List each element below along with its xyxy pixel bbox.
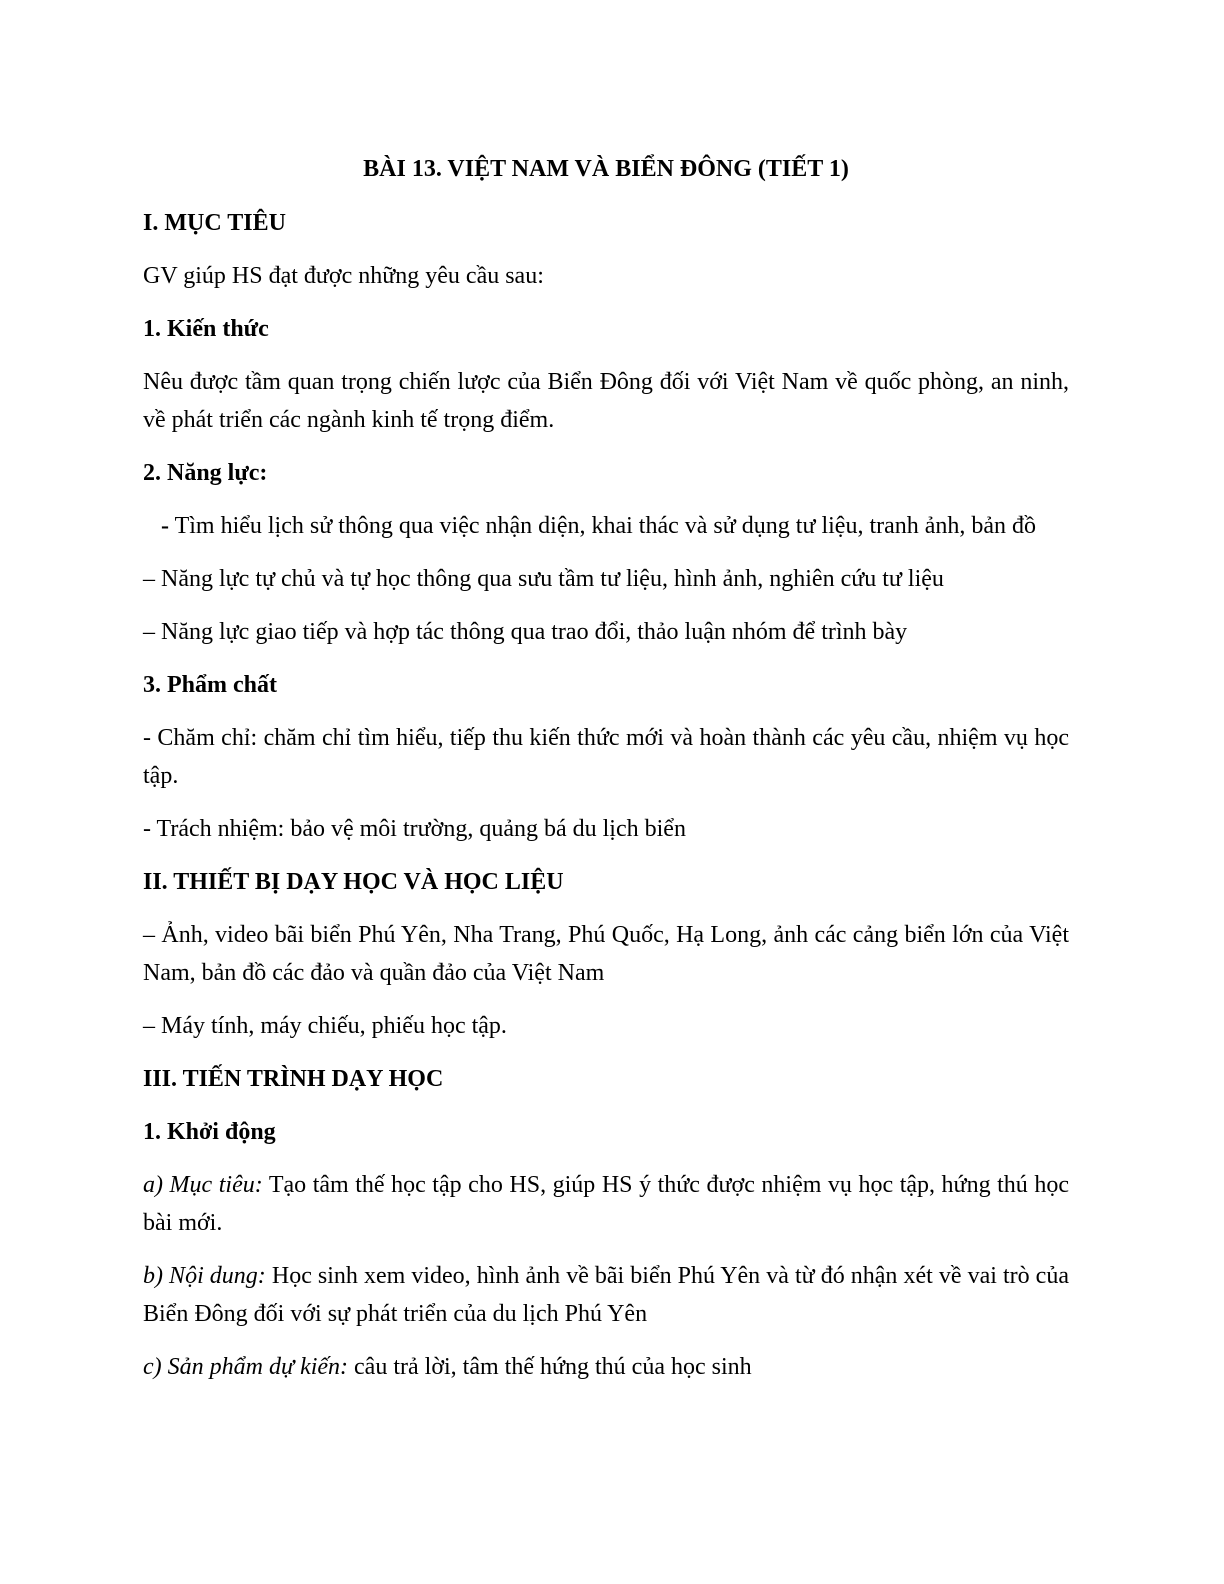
warmup-product-text: câu trả lời, tâm thế hứng thú của học sinh <box>348 1354 752 1380</box>
quality-bullet-2: - Trách nhiệm: bảo vệ môi trường, quảng bá du lịch biển <box>143 816 686 842</box>
quality-bullet-1: - Chăm chỉ: chăm chỉ tìm hiểu, tiếp thu kiến thức mới và hoàn thành các yêu cầu, nhiệm vụ học tập. <box>143 725 1069 789</box>
competence-bullet-1 <box>143 507 1069 545</box>
warmup-content <box>143 1257 1069 1333</box>
warmup-product <box>143 1348 1069 1386</box>
subheading-quality: 3. Phẩm chất <box>143 672 277 698</box>
warmup-content-label: b) Nội dung: <box>143 1263 266 1289</box>
objectives-intro: GV giúp HS đạt được những yêu cầu sau: <box>143 263 544 289</box>
document-page <box>143 150 1069 1401</box>
warmup-goal-text: Tạo tâm thế học tập cho HS, giúp HS ý thức được nhiệm vụ học tập, hứng thú học bài mới. <box>143 1172 1069 1236</box>
section-heading-equipment: II. THIẾT BỊ DẠY HỌC VÀ HỌC LIỆU <box>143 869 564 895</box>
section-heading-process: III. TIẾN TRÌNH DẠY HỌC <box>143 1066 444 1092</box>
equipment-bullet-2: – Máy tính, máy chiếu, phiếu học tập. <box>143 1013 507 1039</box>
subheading-warmup: 1. Khởi động <box>143 1119 276 1145</box>
section-heading-objectives: I. MỤC TIÊU <box>143 210 286 236</box>
warmup-product-label: c) Sản phẩm dự kiến: <box>143 1354 349 1380</box>
subheading-knowledge: 1. Kiến thức <box>143 316 269 342</box>
bullet-dash: - <box>161 513 169 539</box>
knowledge-text: Nêu được tầm quan trọng chiến lược của Biển Đông đối với Việt Nam về quốc phòng, an ninh, về phát triển các ngành kinh tế trọng điểm. <box>143 369 1069 433</box>
warmup-goal-label: a) Mục tiêu: <box>143 1172 263 1198</box>
warmup-goal <box>143 1166 1069 1242</box>
competence-bullet-1-text: Tìm hiểu lịch sử thông qua việc nhận diện, khai thác và sử dụng tư liệu, tranh ảnh, bản đồ <box>169 513 1037 539</box>
equipment-bullet-1: – Ảnh, video bãi biển Phú Yên, Nha Trang, Phú Quốc, Hạ Long, ảnh các cảng biển lớn của Việt Nam, bản đồ các đảo và quần đảo của Việt Nam <box>143 922 1069 986</box>
competence-bullet-3: – Năng lực giao tiếp và hợp tác thông qua trao đổi, thảo luận nhóm để trình bày <box>143 619 908 645</box>
document-title: BÀI 13. VIỆT NAM VÀ BIỂN ĐÔNG (TIẾT 1) <box>363 156 849 182</box>
warmup-content-text: Học sinh xem video, hình ảnh về bãi biển Phú Yên và từ đó nhận xét về vai trò của Biển Đông đối với sự phát triển của du lịch Phú Yên <box>143 1263 1069 1327</box>
subheading-competence: 2. Năng lực: <box>143 460 268 486</box>
competence-bullet-2: – Năng lực tự chủ và tự học thông qua sưu tầm tư liệu, hình ảnh, nghiên cứu tư liệu <box>143 566 944 592</box>
